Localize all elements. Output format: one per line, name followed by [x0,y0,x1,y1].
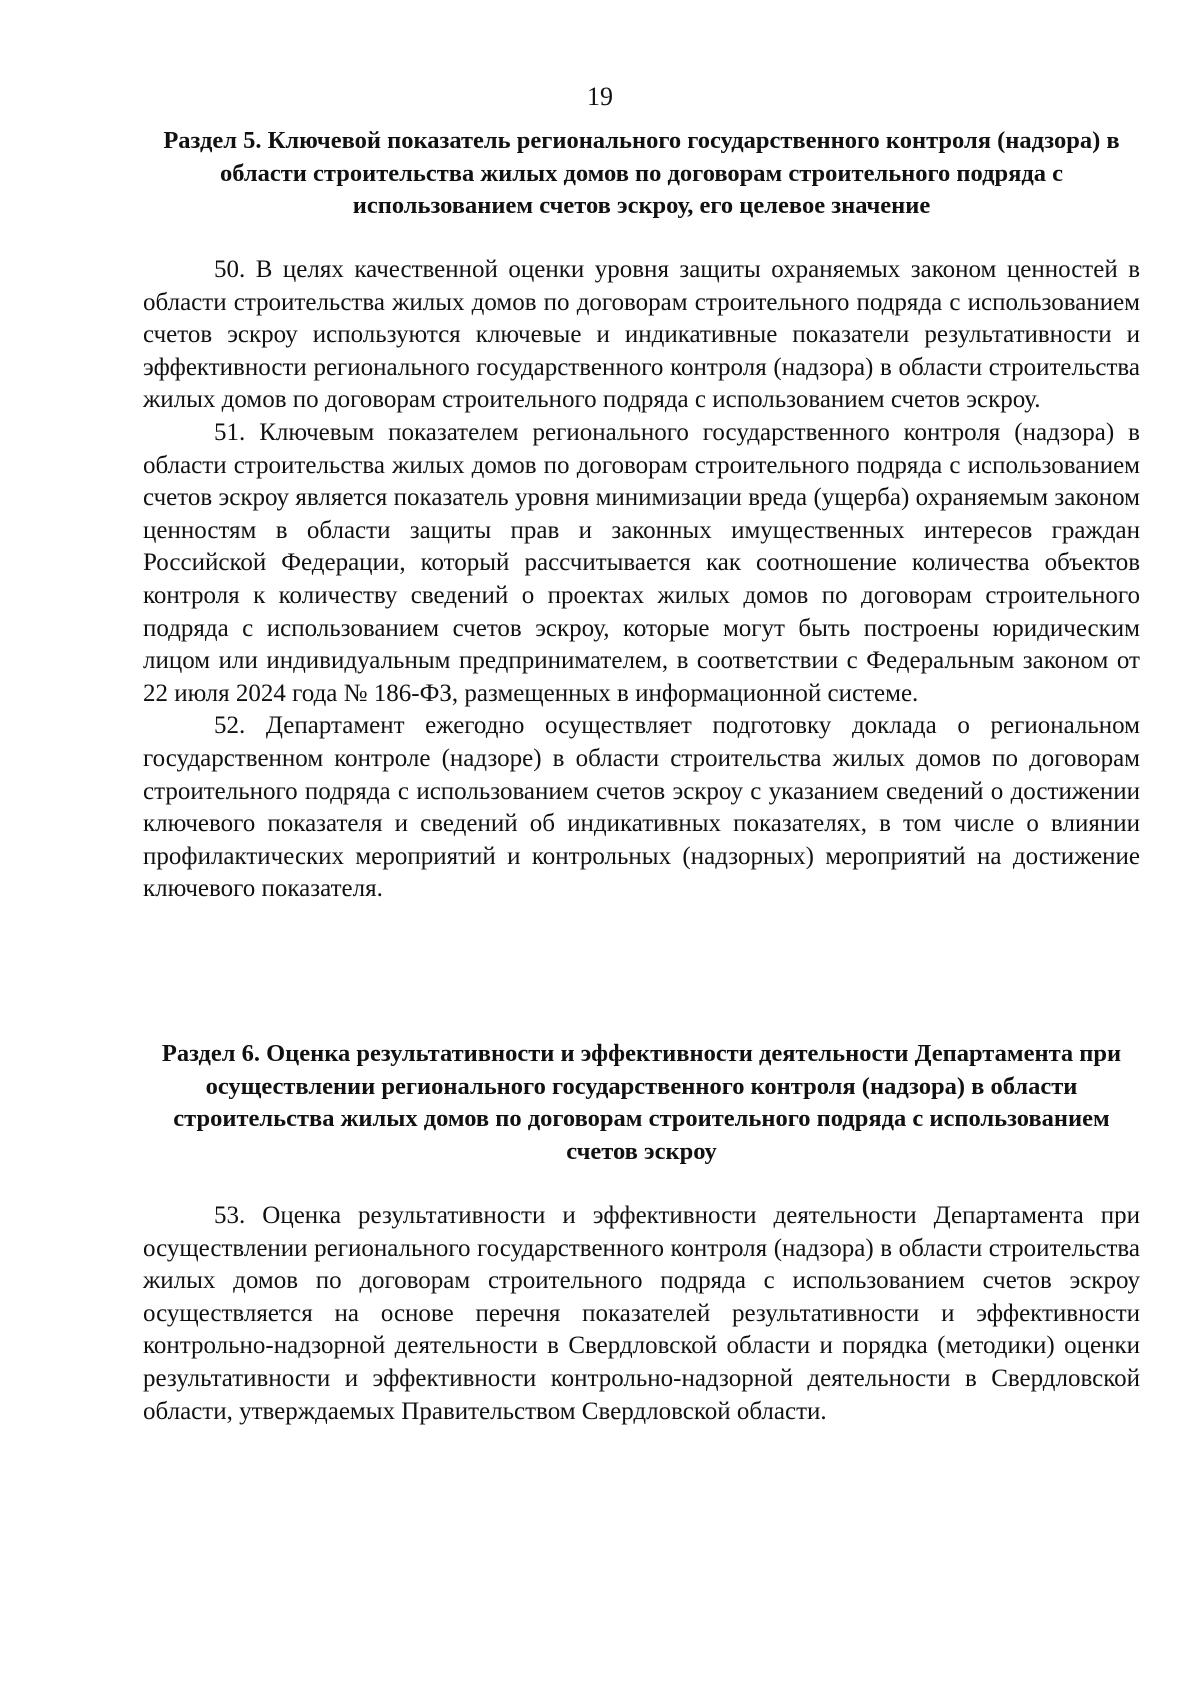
paragraph-53: 53. Оценка результативности и эффективности деятельности Департамента при осуществлении регионального государственного контроля (надзора) в области строительства жилых домов по договорам строительного подряда с использованием счетов эскроу осуществляется на основе перечня показателей результативности и эффективности контрольно-надзорной деятельности в Свердловской области и порядка (методики) оценки результативности и эффективности контрольно-надзорной деятельности в Свердловской области, утверждаемых Правительством Свердловской области. [143,1202,1140,1425]
section-5-heading-block [143,125,1140,223]
section-5-body [143,254,1140,906]
section-6-heading-block [143,1038,1140,1168]
section-6-heading: Раздел 6. Оценка результативности и эффективности деятельности Департамента при осуществлении регионального государственного контроля (надзора) в области строительства жилых домов по договорам строительного подряда с использованием счетов эскроу [161,1040,1122,1165]
section-6-body [143,1200,1140,1428]
paragraph-50: 50. В целях качественной оценки уровня защиты охраняемых законом ценностей в области строительства жилых домов по договорам строительного подряда с использованием счетов эскроу используются ключевые и индикативные показатели результативности и эффективности регионального государственного контроля (надзора) в области строительства жилых домов по договорам строительного подряда с использованием счетов эскроу. [143,256,1140,414]
page-number: 19 [587,82,613,111]
paragraph-51: 51. Ключевым показателем регионального государственного контроля (надзора) в области строительства жилых домов по договорам строительного подряда с использованием счетов эскроу является показатель уровня минимизации вреда (ущерба) охраняемым законом ценностям в области защиты прав и законных имущественных интересов граждан Российской Федерации, который рассчитывается как соотношение количества объектов контроля к количеству сведений о проектах жилых домов по договорам строительного подряда с использованием счетов эскроу, которые могут быть построены юридическим лицом или индивидуальным предпринимателем, в соответствии с Федеральным законом от 22 июля 2024 года № 186-ФЗ, размещенных в информационной системе. [143,418,1140,707]
section-5-heading: Раздел 5. Ключевой показатель регионального государственного контроля (надзора) в области строительства жилых домов по договорам строительного подряда с использованием счетов эскроу, его целевое значение [163,127,1120,219]
paragraph-52: 52. Департамент ежегодно осуществляет подготовку доклада о региональном государственном контроле (надзоре) в области строительства жилых домов по договорам строительного подряда с использованием счетов эскроу с указанием сведений о достижении ключевого показателя и сведений об индикативных показателях, в том числе о влиянии профилактических мероприятий и контрольных (надзорных) мероприятий на достижение ключевого показателя. [143,712,1140,903]
